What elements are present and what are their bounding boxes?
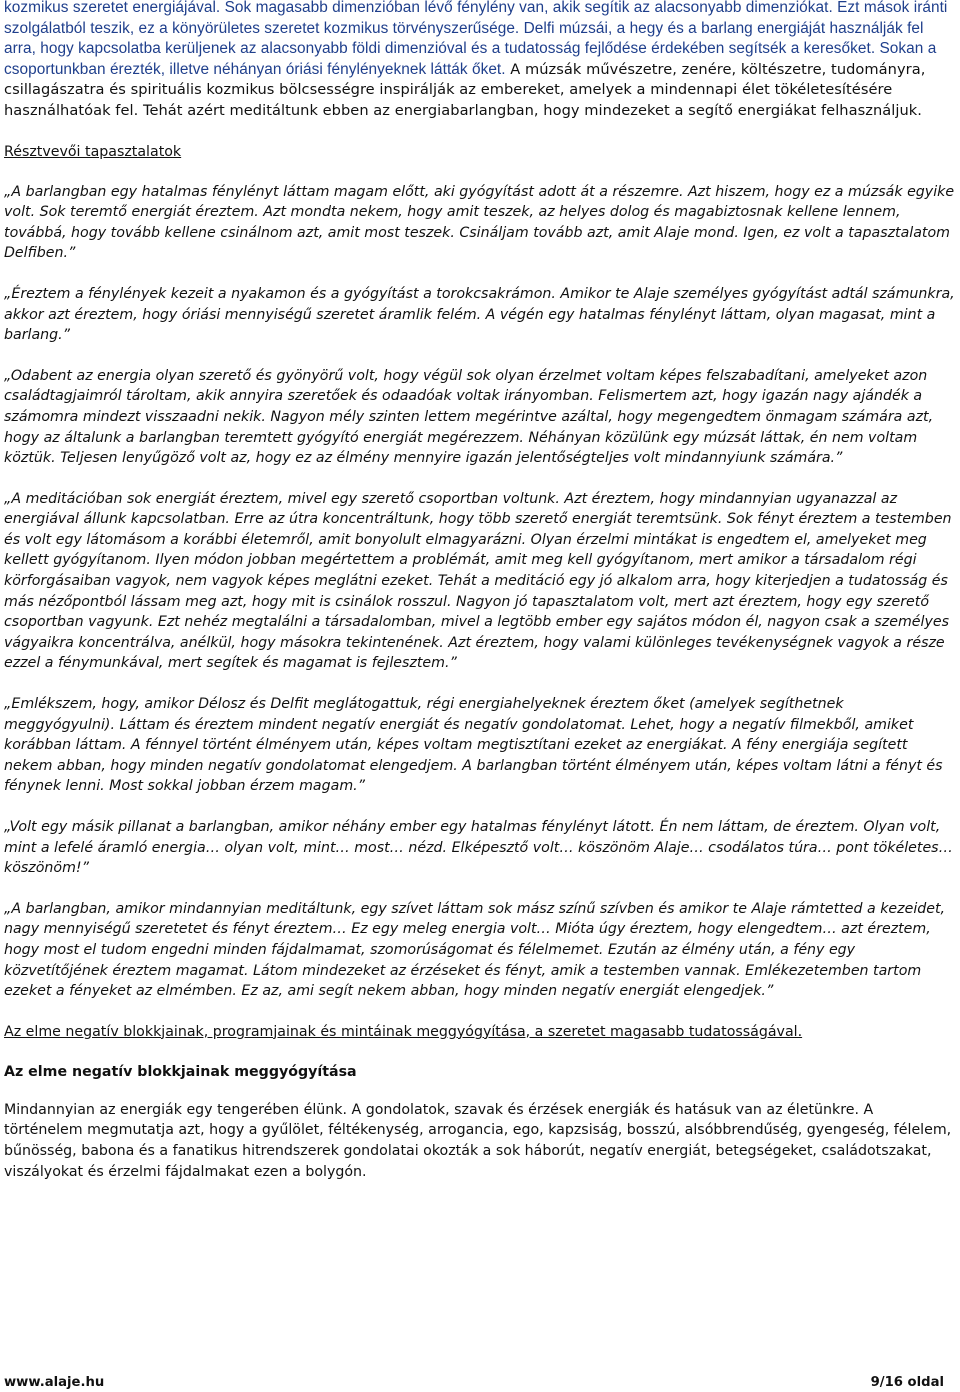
intro-part-2: Delfi múzsái, a hegy és a barlang energiáját használják fel arra, hogy kapcsolatba kerüljenek az alacsonyabb földi dimenzióval és a tudatosság fejlődése érdekében segítsék a keresőket. Sokan a csoportunkban érezték, illetve néhányan óriási fénylényeknek látták őket. [4, 19, 937, 78]
page-footer [4, 1375, 944, 1390]
quote-5: „Emlékszem, hogy, amikor Délosz és Delfit meglátogattuk, régi energiahelyeknek éreztem őket (amelyek segíthetnek meggyógyulni). Láttam és éreztem mindent negatív energiát és negatív gondolatomat. Lehet, hogy a negatív filmekből, amiket korábban láttam. A fénnyel történt élményem után, képes voltam megtisztítani ezeket az energiákat. A fény energiája segített nekem abban, hogy minden negatív gondolatomat elengedjem. A barlangban történt élményem után, képes voltam látni a fényt és fénynek lenni. Most sokkal jobban érzem magam.” [4, 696, 943, 795]
footer-page-number: 9/16 oldal [870, 1375, 944, 1390]
quote-4: „A meditációban sok energiát éreztem, mivel egy szerető csoportban voltunk. Azt éreztem, hogy mindannyian ugyanazzal az energiával állunk kapcsolatban. Erre az útra koncentráltunk, hogy több szerető energiát teremtsünk. Sok fényt éreztem a testemben és volt egy látomásom a korábbi életemről, amit bonyolult elmagyarázni. Olyan érzelmi mintákat is engedtem el, amelyeket meg kellett gyógyítanom. Ilyen módon jobban megértettem a problémát, amit meg kell gyógyítanom, mert amikor a társadalom régi körforgásaiban vagyok, nem vagyok képes meglátni ezeket. Tehát a meditáció egy jó alkalom arra, hogy kiterjedjen a tudatosság és más nézőpontból lássam meg azt, hogy mit is csinálok rosszul. Nagyon jó tapasztalatom volt, mert azt éreztem, hogy egy szerető csoportban vagyunk. Ezt nehéz megtalálni a társadalomban, mivel a legtöbb ember egy sajátos módon él, nagyon csak a személyes vágyaikra koncentrálva, anélkül, hogy másokra tekintenének. Azt éreztem, hogy valami különleges tevékenységnek vagyok a része ezzel a fénymunkával, mert segítek és magamat is fejlesztem.” [4, 490, 952, 672]
quote-2: „Éreztem a fénylények kezeit a nyakamon és a gyógyítást a torokcsakrámon. Amikor te Alaje személyes gyógyítást adtál számunkra, akkor azt éreztem, hogy óriási mennyiségű szeretet áramlik felém. A végén egy hatalmas fénylényt láttam, olyan magasat, mint a barlang.” [4, 285, 955, 344]
bold-heading: Az elme negatív blokkjainak meggyógyítása [4, 1063, 357, 1080]
footer-website-link[interactable]: www.alaje.hu [4, 1375, 105, 1390]
intro-part-3: A múzsák művészetre, zenére, költészetre, tudományra, csillagászatra és spirituális kozmikus bölcsességre inspirálják az embereket, amelyek a mindennapi élet tökéletesítésére használhatóak fel. Tehát azért meditáltunk ebben az energiabarlangban, hogy mindezeket a segítő energiákat felhasználjuk. [4, 60, 926, 119]
closing-paragraph: Mindannyian az energiák egy tengerében élünk. A gondolatok, szavak és érzések energiák és hatásuk van az életünkre. A történelem megmutatja azt, hogy a gyűlölet, féltékenység, arrogancia, ego, kapzsiság, bosszú, alsóbbrendűség, gyengeség, félelem, bűnösség, babona és a fanatikus hitrendszerek gondolatai okozták a sok háborút, negatív energiát, betegségeket, családotszakat, viszályokat és érzelmi fájdalmakat ezen a bolygón. [4, 1101, 952, 1180]
section-title: Résztvevői tapasztalatok [4, 143, 182, 160]
document-page [4, 0, 956, 1182]
intro-paragraph [4, 0, 956, 122]
quote-1: „A barlangban egy hatalmas fénylényt láttam magam előtt, aki gyógyítást adott át a részemre. Azt hiszem, hogy ez a múzsák egyike volt. Sok teremtő energiát éreztem. Azt mondta nekem, hogy amit teszek, az helyes dolog és magabiztosnak kellene lennem, továbbá, hogy tovább kellene csinálnom azt, amit most teszek. Csináljam tovább azt, amit Alaje mond. Igen, ez volt a tapasztalatom Delfiben.” [4, 183, 955, 262]
subtitle-underlined: Az elme negatív blokkjainak, programjainak és mintáinak meggyógyítása, a szeretet magasabb tudatosságával. [4, 1023, 803, 1040]
quote-7: „A barlangban, amikor mindannyian meditáltunk, egy szívet láttam sok mász színű szívben és amikor te Alaje rámtetted a kezeidet, nagy mennyiségű szeretetet és fényt éreztem… Ez egy meleg energia volt… Mióta úgy éreztem, hogy elengedtem… azt éreztem, hogy most el tudom engedni minden fájdalmamat, szomorúságomat és félelmemet. Ezután az élmény után, a fény egy közvetítőjének éreztem magamat. Látom mindezeket az érzéseket és fényt, amik a testemben vannak. Emlékezetemben tartom ezeket a fényeket az elmémben. Ez az, ami segít nekem abban, hogy minden negatív energiát elengedjek.” [4, 900, 946, 1000]
quote-6: „Volt egy másik pillanat a barlangban, amikor néhány ember egy hatalmas fénylényt látott. Én nem láttam, de éreztem. Olyan volt, mint a lefelé áramló energia… olyan volt, mint… most… nézd. Elképesztő volt… köszönöm Alaje… csodálatos túra… pont tökéletes… köszönöm!” [4, 819, 953, 877]
intro-part-1: kozmikus szeretet energiájával. Sok magasabb dimenzióban lévő fénylény van, akik segítik az alacsonyabb dimenziókat. Ezt mások iránti szolgálatból teszik, ez a könyörületes szeretet kozmikus törvényszerűsége. [4, 0, 948, 37]
quote-3: „Odabent az energia olyan szerető és gyönyörű volt, hogy végül sok olyan érzelmet voltam képes felszabadítani, amelyeket azon családtagjaimról tároltam, akik annyira szeretőek és odaadóak voltak irányomban. Felismertem azt, hogy igazán nagy ajándék a számomra mindezt visszaadni nekik. Nagyon mély szinten lettem megérintve azáltal, hogy megengedtem önmagam számára azt, hogy az általunk a barlangban teremtett gyógyító energiát megérezzem. Néhányan közülünk egy múzsát láttak, én nem voltam köztük. Teljesen lenyűgöző volt az, hogy ez az élmény mennyire igazán jelentőségteljes volt mindannyiunk számára.” [4, 367, 934, 467]
